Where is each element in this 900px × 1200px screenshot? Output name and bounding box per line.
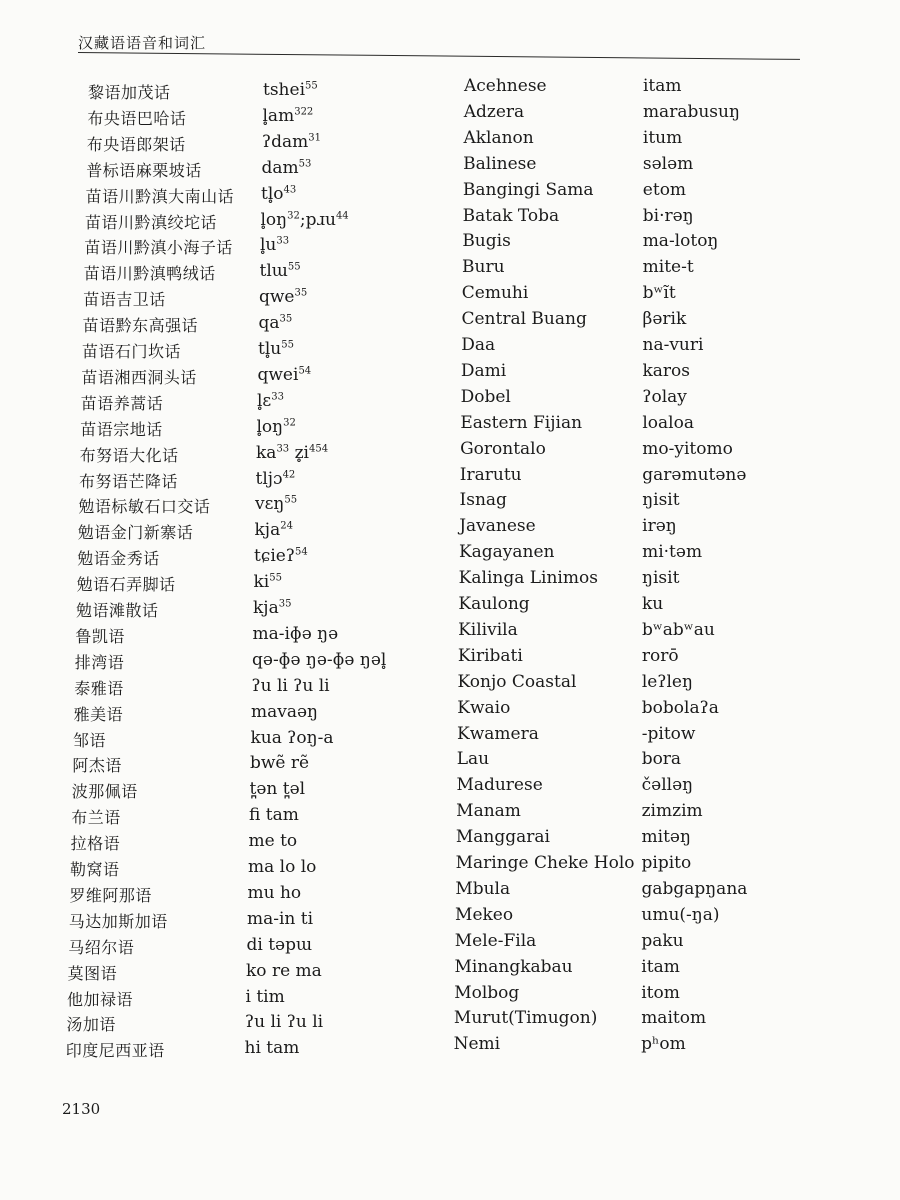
right-language-name: Dami — [460, 360, 507, 381]
left-word-form: kja$^{35}$ — [253, 598, 292, 618]
right-word-form: bʷĩt — [642, 283, 676, 304]
left-language-name: 勒窝语 — [70, 860, 120, 879]
right-language-name: Madurese — [456, 775, 543, 796]
left-word-form: $l̥oŋ^{32}$ — [256, 416, 296, 437]
right-word-form: gabgapŋana — [641, 878, 748, 899]
right-word-form: umu(-ŋa) — [641, 904, 720, 925]
left-language-name: 排湾语 — [74, 652, 125, 672]
right-word-form: karos — [642, 360, 690, 381]
right-language-name: Kaulong — [458, 594, 530, 614]
right-language-name: Isnag — [459, 490, 507, 511]
right-language-name: Maringe Cheke Holo — [455, 853, 635, 873]
left-language-name: 苗语川黔滇绞坨话 — [85, 212, 218, 232]
left-word-form: tljɔ$^{42}$ — [255, 468, 296, 489]
left-language-name: 拉格语 — [70, 834, 121, 854]
right-word-form: sələm — [642, 153, 694, 174]
left-word-form: ʔu li ʔu li — [245, 1012, 324, 1033]
left-word-form: $ka^{33}$ $z̥i^{454}$ — [256, 442, 329, 463]
right-language-name: Nemi — [453, 1034, 501, 1055]
left-word-form: kua ʔoŋ-a — [250, 727, 334, 748]
right-language-name: Kalinga Linimos — [458, 568, 598, 589]
right-language-name: Lau — [456, 749, 490, 770]
right-language-name: Kilivila — [458, 619, 518, 640]
left-language-name: 勉语金秀话 — [77, 549, 160, 569]
page-number: 2130 — [62, 1100, 101, 1118]
left-language-name: 苗语川黔滇鸭绒话 — [83, 264, 216, 284]
left-word-form: ko re ma — [246, 960, 322, 981]
left-language-name: 雅美语 — [73, 704, 124, 724]
running-header: 汉藏语语音和词汇 — [78, 34, 207, 52]
right-word-form: ma-lotoŋ — [642, 231, 719, 252]
right-word-form: ŋisit — [642, 490, 680, 511]
right-word-form: bobolaʔa — [641, 697, 719, 718]
left-word-form: $tl̥o^{43}$ — [261, 183, 297, 204]
left-word-form: $l̥oŋ^{32};pɹu^{44}$ — [260, 209, 349, 230]
right-word-form: mi·təm — [642, 542, 703, 563]
right-word-form: bi·rəŋ — [642, 205, 694, 226]
left-language-name: 普标语麻栗坡话 — [86, 160, 202, 180]
right-word-form: mo-yitomo — [642, 438, 733, 459]
left-word-form: kja$^{24}$ — [254, 520, 293, 541]
right-language-name: Cemuhi — [461, 283, 529, 304]
right-language-name: Bugis — [462, 231, 511, 252]
right-language-name: Aklanon — [463, 127, 534, 148]
left-word-form: $tl̥u^{55}$ — [258, 339, 294, 359]
left-language-name: 布央语巴哈话 — [87, 108, 187, 128]
left-word-form: l̥ɛ$^{33}$ — [257, 390, 284, 411]
right-word-form: čəlləŋ — [641, 775, 694, 796]
right-language-name: Batak Toba — [462, 205, 560, 226]
left-word-form: ma lo lo — [248, 857, 317, 877]
right-word-form: itam — [643, 76, 682, 96]
left-word-form: dam$^{53}$ — [261, 157, 312, 178]
right-word-form: bʷabʷau — [641, 619, 715, 640]
left-language-name: 泰雅语 — [74, 678, 124, 698]
right-word-form: itam — [641, 956, 680, 977]
right-language-name: Konjo Coastal — [457, 671, 577, 692]
right-language-name: Acehnese — [464, 76, 547, 96]
left-word-form: mu ho — [247, 882, 302, 903]
left-word-form: i tim — [245, 986, 285, 1007]
left-word-form: ʔu li ʔu li — [251, 675, 330, 696]
left-language-name: 阿杰语 — [72, 756, 122, 776]
left-word-form: fi tam — [249, 805, 299, 826]
right-word-form: ku — [642, 594, 664, 614]
right-word-form: ʔolay — [642, 386, 687, 407]
right-word-form: itom — [641, 982, 680, 1003]
left-language-name: 苗语石门坎话 — [82, 342, 182, 361]
left-language-name: 莫图语 — [67, 963, 118, 983]
right-word-form: irəŋ — [642, 516, 677, 537]
right-word-form: pʰom — [641, 1034, 686, 1055]
right-language-name: Dobel — [460, 386, 511, 407]
left-word-form: bwẽ rẽ — [250, 753, 310, 774]
right-language-name: Mekeo — [455, 904, 514, 925]
right-language-name: Eastern Fijian — [460, 412, 583, 433]
left-language-name: 勉语滩散话 — [76, 601, 159, 620]
left-language-name: 苗语吉卫话 — [83, 290, 166, 310]
left-word-form: $l̥u^{33}$ — [260, 235, 290, 256]
left-language-name: 波那佩语 — [71, 782, 138, 802]
left-word-form: tshei$^{55}$ — [263, 80, 318, 100]
right-language-name: Irarutu — [459, 464, 522, 485]
left-language-name: 苗语川黔滇大南山话 — [85, 186, 235, 206]
left-language-name: 邹语 — [73, 730, 107, 750]
left-language-name: 汤加语 — [66, 1015, 116, 1035]
header-rule — [78, 52, 800, 60]
right-word-form: garəmutənə — [642, 464, 747, 485]
right-word-form: mite-t — [642, 257, 694, 278]
left-word-form: vɛŋ$^{55}$ — [255, 494, 298, 515]
right-language-name: Murut(Timugon) — [453, 1008, 598, 1029]
right-word-form: itum — [642, 127, 683, 148]
right-language-name: Manam — [456, 801, 521, 822]
right-language-name: Balinese — [463, 153, 537, 174]
right-word-form: loaloa — [642, 412, 694, 433]
left-language-name: 布努语芒降话 — [79, 471, 179, 491]
left-language-name: 布努语大化话 — [79, 445, 179, 465]
left-language-name: 勉语标敏石口交话 — [78, 497, 211, 517]
left-language-name: 苗语黔东高强话 — [82, 316, 199, 336]
left-word-form: hi tam — [244, 1038, 300, 1059]
right-language-name: Gorontalo — [460, 438, 546, 459]
left-language-name: 黎语加茂话 — [88, 83, 171, 102]
left-word-form: qə-ɸə ŋə-ɸə ŋəl̥ — [252, 649, 387, 670]
right-language-name: Kwamera — [457, 723, 539, 744]
right-language-name: Manggarai — [455, 827, 550, 848]
right-language-name: Minangkabau — [454, 956, 573, 977]
right-word-form: maitom — [641, 1008, 707, 1029]
left-language-name: 苗语养蒿话 — [80, 393, 164, 413]
right-word-form: -pitow — [641, 723, 696, 744]
right-language-name: Adzera — [463, 101, 525, 122]
left-word-form: ma-in ti — [247, 908, 314, 929]
right-language-name: Central Buang — [461, 309, 587, 330]
left-word-form: me to — [248, 831, 298, 852]
right-language-name: Kagayanen — [458, 542, 555, 563]
left-language-name: 马达加斯加语 — [68, 911, 168, 931]
right-word-form: zimzim — [641, 801, 703, 822]
left-language-name: 苗语宗地话 — [80, 419, 163, 439]
left-word-form: t̪ən t̪əl — [249, 779, 306, 800]
left-language-name: 勉语金门新寨话 — [77, 523, 194, 543]
left-word-form: $qa^{35}$ — [258, 313, 293, 334]
left-word-form: di təpɯ — [246, 934, 313, 955]
right-language-name: Mele-Fila — [454, 930, 537, 951]
right-language-name: Buru — [462, 257, 505, 278]
left-word-form: ma-iɸə ŋə — [252, 623, 339, 644]
left-language-name: 他加禄语 — [67, 989, 134, 1009]
right-word-form: marabusuŋ — [642, 101, 740, 122]
right-language-name: Kwaio — [457, 697, 511, 718]
right-word-form: paku — [641, 930, 684, 951]
left-word-form: qwe$^{35}$ — [259, 287, 308, 308]
right-word-form: bora — [641, 749, 682, 770]
right-language-name: Kiribati — [457, 645, 523, 666]
left-language-name: 鲁凯语 — [75, 626, 125, 646]
right-language-name: Molbog — [454, 982, 520, 1003]
left-language-name: 勉语石弄脚话 — [76, 575, 176, 595]
right-word-form: leʔleŋ — [641, 671, 693, 692]
right-language-name: Javanese — [459, 516, 536, 537]
left-word-form: tlɯ$^{55}$ — [259, 261, 301, 282]
right-language-name: Bangingi Sama — [462, 179, 594, 200]
left-word-form: $l̥am^{322}$ — [262, 105, 314, 126]
left-language-name: 马绍尔语 — [68, 937, 135, 957]
left-word-form: tɕieʔ$^{54}$ — [254, 546, 308, 567]
left-word-form: mavaəŋ — [251, 701, 319, 722]
right-word-form: rorō — [641, 645, 679, 666]
left-language-name: 布兰语 — [71, 808, 121, 828]
right-word-form: ŋisit — [642, 568, 680, 589]
left-language-name: 印度尼西亚语 — [65, 1041, 165, 1061]
left-language-name: 苗语川黔滇小海子话 — [84, 238, 233, 258]
left-language-name: 布央语郎架话 — [86, 134, 186, 154]
left-word-form: ʔdam$^{31}$ — [262, 131, 321, 152]
left-language-name: 苗语湘西洞头话 — [81, 367, 197, 387]
right-word-form: mitəŋ — [641, 827, 691, 848]
right-word-form: pipito — [641, 853, 692, 873]
left-language-name: 罗维阿那语 — [69, 885, 152, 905]
left-word-form: qwei$^{54}$ — [257, 364, 312, 385]
right-language-name: Mbula — [455, 878, 511, 899]
right-word-form: etom — [642, 179, 687, 200]
right-language-name: Daa — [461, 335, 496, 355]
right-word-form: βərik — [642, 309, 687, 330]
right-word-form: na-vuri — [642, 335, 704, 355]
left-word-form: $ki^{55}$ — [253, 572, 282, 593]
